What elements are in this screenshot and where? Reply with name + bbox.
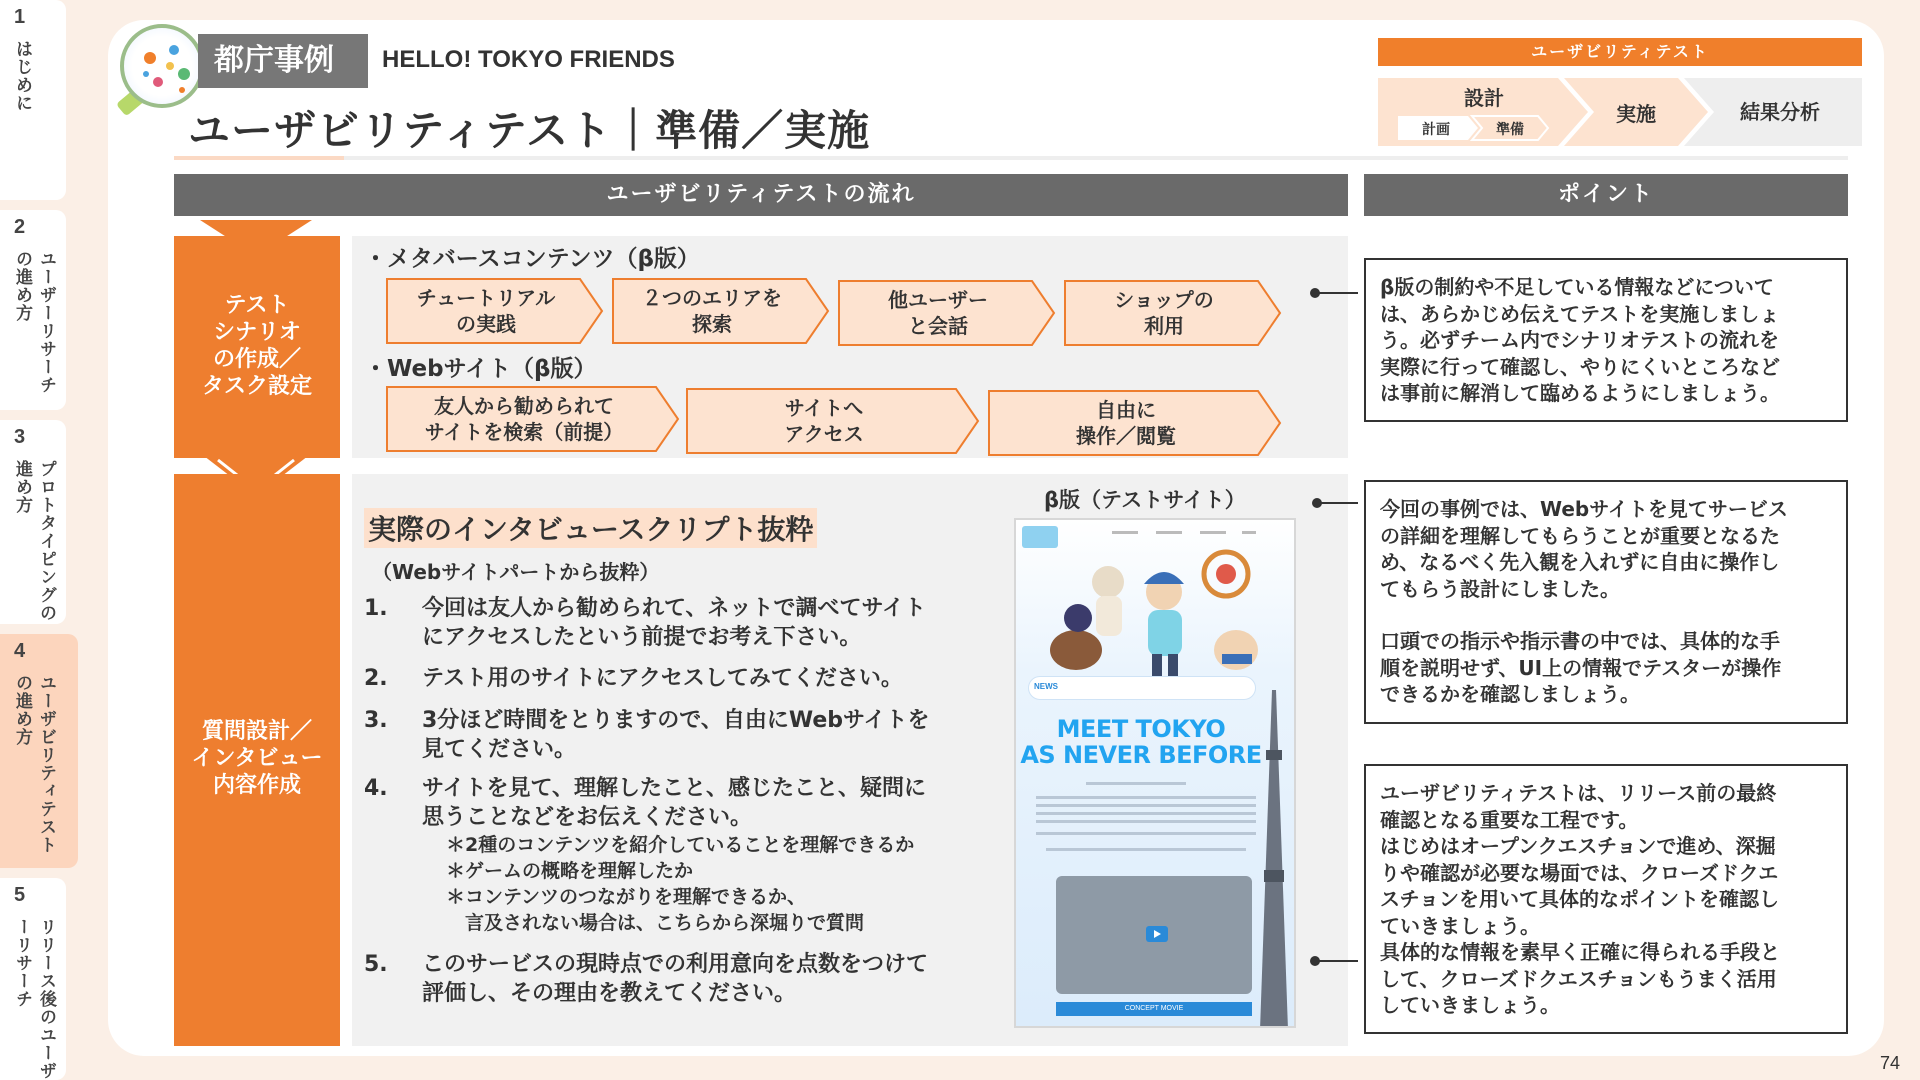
web-step-1 [386,386,680,452]
chapter-tab-3[interactable] [0,420,66,624]
site-text-line [1036,812,1256,815]
tower-illustration [1258,690,1290,1028]
process-design: 設計 [1464,86,1504,110]
connector-line [1318,960,1358,962]
item-number: 1. [364,596,388,621]
process-steps [1378,76,1862,148]
site-nav [1112,528,1262,538]
script-note: ＊ゲームの概略を理解したか [446,860,694,882]
flow-header: ユーザビリティテストの流れ [174,174,1348,216]
script-subtitle: （Webサイトパートから抜粋） [372,560,660,584]
chevron-label: ショップの 利用 [1114,288,1214,338]
chevron-label: ２つのエリアを 探索 [642,286,782,336]
chapter-tab-1[interactable] [0,0,66,200]
chapter-number: 3 [14,426,26,448]
step-label-line: の作成／ [212,347,301,372]
connector-line [1320,502,1358,504]
title-divider-accent [174,156,344,160]
step-label-line: 質問設計／ [201,719,312,744]
site-cta: CONCEPT MOVIE [1056,1002,1252,1016]
title-divider [174,156,1848,160]
beta-site-label: β版（テストサイト） [1044,488,1246,512]
process-run: 実施 [1616,102,1656,126]
chapter-label: ユーザビリティテストの進め方 [12,674,56,854]
chapter-tab-4[interactable] [0,634,78,868]
site-text-line [1036,804,1256,807]
web-title: ・Webサイト（β版） [364,356,597,382]
chapter-label: リリース後のユーザーリサーチ [12,918,56,1080]
item-number: 5. [364,952,388,977]
point-box-3: ユーザビリティテストは、リリース前の最終 確認となる重要な工程です。 はじめはオープンクエスチョンで進め、深掘 りや確認が必要な場面では、クローズドクエ スチョンを用いて具体的なポイントを確認し ていきましょう。 具体的な情報を素早く正確に得られる手段と して、クローズドクエスチョンもうまく活用 していきましょう。 [1364,764,1848,1034]
process-plan: 計画 [1422,122,1450,138]
web-step-2 [686,388,980,454]
site-text-line [1036,820,1256,823]
play-icon [1146,926,1168,942]
step-scenario-label [174,236,340,458]
step-label-line: テスト [224,293,290,318]
step-label-line: シナリオ [213,320,301,345]
beta-site-screenshot [1014,518,1296,1028]
chapter-label: プロトタイピングの進め方 [12,460,56,622]
point-box-2: 今回の事例では、Webサイトを見てサービス の詳細を理解してもらうことが重要となるた め、なるべく先入観を入れずに自由に操作し てもらう設計にしました。 口頭での指示や指示書の中では、具体的な手 順を説明せず、UI上の情報でテスターが操作 できるかを確認しましょう。 [1364,480,1848,724]
metaverse-step-3 [838,280,1056,346]
site-news-tag: NEWS [1034,682,1058,691]
chevron-label: チュートリアル の実践 [416,286,556,336]
chapter-tab-2[interactable] [0,210,66,410]
site-text-line [1036,832,1256,835]
site-search-bar [1028,676,1256,700]
site-text-line [1036,796,1256,799]
chevron-label: 自由に 操作／閲覧 [1076,398,1176,448]
metaverse-title: ・メタバースコンテンツ（β版） [364,246,700,272]
chevron-label: サイトへ アクセス [784,396,864,446]
chapter-number: 2 [14,216,26,238]
site-text-line [1086,782,1186,785]
process-prep: 準備 [1496,122,1524,138]
process-analysis: 結果分析 [1740,100,1820,124]
chapter-number: 4 [14,640,26,662]
characters-illustration [1036,540,1276,680]
process-header: ユーザビリティテスト [1378,38,1862,66]
script-note: ＊コンテンツのつながりを理解できるか、 [446,886,807,908]
chapter-number: 1 [14,6,26,28]
chapter-number: 5 [14,884,26,906]
chapter-tab-5[interactable] [0,878,66,1080]
chapter-tabs [0,0,66,1080]
web-step-3 [988,390,1282,456]
step-label-line: タスク設定 [201,374,312,399]
connector-line [1318,292,1358,294]
step-label-line: 内容作成 [212,773,301,798]
point-box-1: β版の制約や不足している情報などについて は、あらかじめ伝えてテストを実施しましょ う。必ずチーム内でシナリオテストの流れを 実際に行って確認し、やりにくいところなど は事前に解消して臨めるようにしましょう。 [1364,258,1848,422]
case-badge: 都庁事例 [198,34,368,88]
chapter-label: ユーザーリサーチの進め方 [12,250,56,394]
metaverse-step-4 [1064,280,1282,346]
chapter-label: はじめに [12,40,32,112]
site-text-line [1046,848,1246,851]
chevron-label: 他ユーザー と会話 [888,288,988,338]
item-number: 4. [364,776,388,801]
script-title: 実際のインタビュースクリプト抜粋 [364,508,817,548]
item-number: 2. [364,666,388,691]
case-logo-icon [120,24,204,108]
script-note: 言及されない場合は、こちらから深堀りで質問 [446,912,865,934]
page-title: ユーザビリティテスト｜準備／実施 [188,106,871,155]
chevron-label: 友人から勧められて サイトを検索（前提） [424,394,624,444]
step-label-line: インタビュー [191,746,323,771]
step-question-label [174,474,340,1046]
metaverse-step-1 [386,278,604,344]
points-header: ポイント [1364,174,1848,216]
item-number: 3. [364,708,388,733]
script-note: ＊2種のコンテンツを紹介していることを理解できるか [446,834,915,856]
site-headline: MEET TOKYO AS NEVER BEFORE [1020,715,1262,769]
page-number: 74 [1879,1053,1900,1073]
project-subtitle: HELLO! TOKYO FRIENDS [382,46,675,73]
metaverse-step-2 [612,278,830,344]
